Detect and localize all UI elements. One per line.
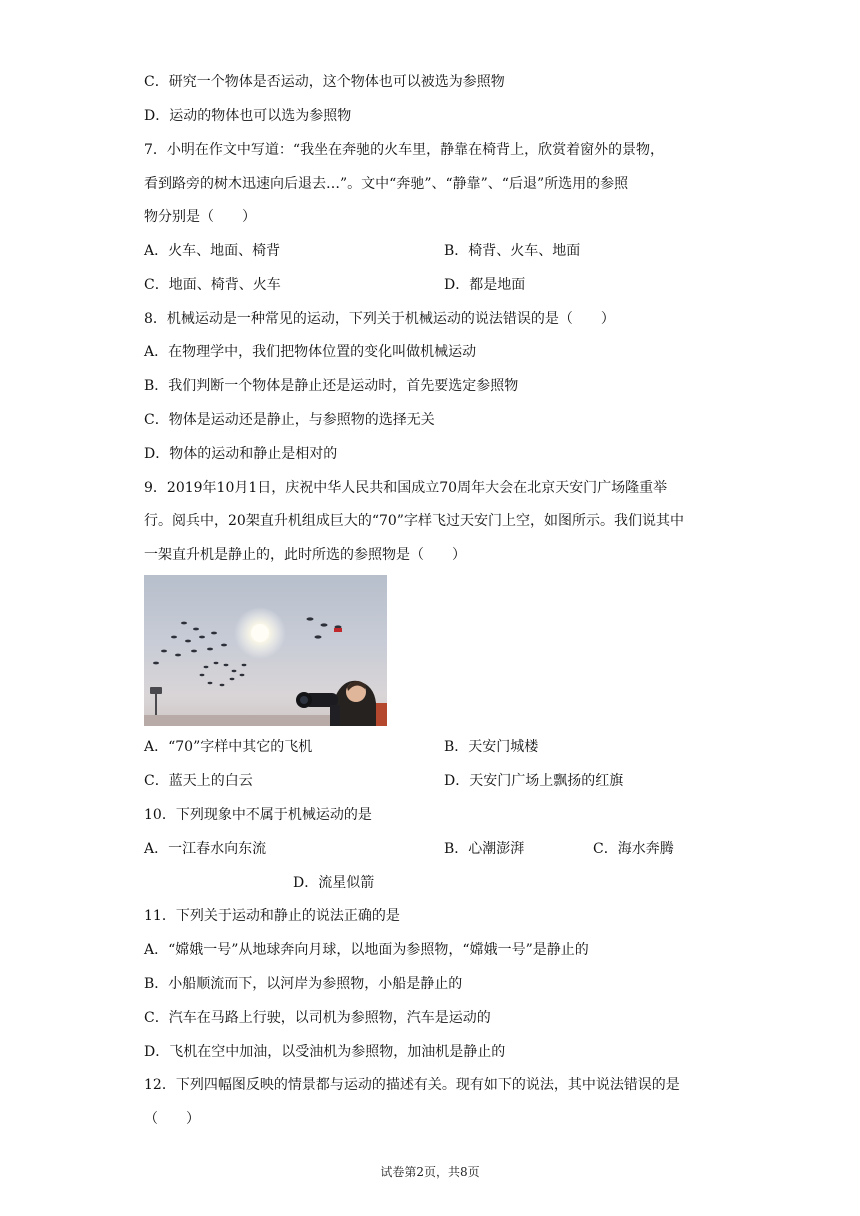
line-q6-d: D．运动的物体也可以选为参照物 (144, 108, 352, 124)
q11-option-b: B．小船顺流而下，以河岸为参照物，小船是静止的 (144, 976, 463, 992)
q7-option-b: B．椅背、火车、地面 (444, 243, 581, 259)
q8-option-a: A．在物理学中，我们把物体位置的变化叫做机械运动 (144, 344, 477, 360)
q9-option-c: C．蓝天上的白云 (144, 773, 253, 789)
q7-option-a: A．火车、地面、椅背 (144, 243, 281, 259)
question-12-line-2: （ ） (144, 1111, 200, 1127)
q7-option-c: C．地面、椅背、火车 (144, 277, 281, 293)
q8-option-b: B．我们判断一个物体是静止还是运动时，首先要选定参照物 (144, 378, 519, 394)
q8-option-d: D．物体的运动和静止是相对的 (144, 446, 338, 462)
q9-option-d: D．天安门广场上飘扬的红旗 (444, 773, 624, 789)
q10-option-a: A．一江春水向东流 (144, 841, 267, 857)
q8-option-c: C．物体是运动还是静止，与参照物的选择无关 (144, 412, 435, 428)
q11-option-d: D．飞机在空中加油，以受油机为参照物，加油机是静止的 (144, 1044, 506, 1060)
line-q6-c: C．研究一个物体是否运动，这个物体也可以被选为参照物 (144, 74, 505, 90)
q10-option-d: D．流星似箭 (293, 875, 375, 891)
q11-option-a: A．“嫦娥一号”从地球奔向月球，以地面为参照物，“嫦娥一号”是静止的 (144, 942, 589, 958)
q11-option-c: C．汽车在马路上行驶，以司机为参照物，汽车是运动的 (144, 1010, 491, 1026)
q9-option-b: B．天安门城楼 (444, 739, 539, 755)
question-9-line-2: 行。阅兵中，20架直升机组成巨大的“70”字样飞过天安门上空，如图所示。我们说其中 (144, 513, 684, 529)
question-7-line-1: 7．小明在作文中写道：“我坐在奔驰的火车里，静靠在椅背上，欣赏着窗外的景物， (144, 142, 665, 158)
photo-illustration (144, 575, 387, 726)
question-7-line-3: 物分别是（ ） (144, 209, 256, 225)
q9-option-a: A．“70”字样中其它的飞机 (144, 739, 313, 755)
q10-option-c: C．海水奔腾 (593, 841, 674, 857)
question-8: 8．机械运动是一种常见的运动，下列关于机械运动的说法错误的是（ ） (144, 311, 615, 327)
question-10: 10．下列现象中不属于机械运动的是 (144, 807, 372, 823)
q7-option-d: D．都是地面 (444, 277, 526, 293)
question-9-line-3: 一架直升机是静止的，此时所选的参照物是（ ） (144, 547, 466, 563)
question-11: 11．下列关于运动和静止的说法正确的是 (144, 908, 400, 924)
question-7-line-2: 看到路旁的树木迅速向后退去…”。文中“奔驰”、“静靠”、“后退”所选用的参照 (144, 176, 629, 192)
helicopter-formation-photo (144, 575, 387, 726)
red-flag (334, 628, 342, 632)
q10-option-b: B．心潮澎湃 (444, 841, 525, 857)
question-9-line-1: 9．2019年10月1日，庆祝中华人民共和国成立70周年大会在北京天安门广场隆重举 (144, 480, 668, 496)
page-footer: 试卷第2页，共8页 (380, 1165, 480, 1179)
question-12-line-1: 12．下列四幅图反映的情景都与运动的描述有关。现有如下的说法，其中说法错误的是 (144, 1077, 680, 1093)
